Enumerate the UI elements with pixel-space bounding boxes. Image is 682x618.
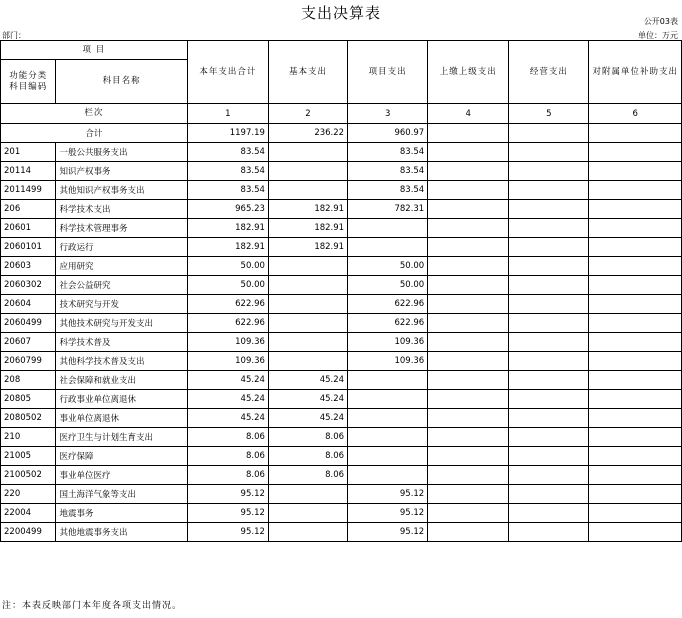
row-value [509,143,589,162]
total-label: 合计 [1,124,188,143]
row-value: 95.12 [348,504,428,523]
department-label: 部门： [2,31,26,40]
row-code: 2060499 [1,314,56,333]
row-name: 行政运行 [56,238,187,257]
row-value: 8.06 [187,428,268,447]
row-value [509,238,589,257]
row-value: 109.36 [187,333,268,352]
row-value: 182.91 [187,238,268,257]
row-value: 182.91 [268,200,347,219]
row-code: 20601 [1,219,56,238]
row-code: 20604 [1,295,56,314]
row-name: 技术研究与开发 [56,295,187,314]
col-header-remit: 上缴上级支出 [428,41,509,104]
row-code: 2100502 [1,466,56,485]
row-value [268,485,347,504]
row-value: 95.12 [348,485,428,504]
row-value: 95.12 [187,504,268,523]
row-value: 182.91 [187,219,268,238]
row-value [428,352,509,371]
row-value: 8.06 [268,447,347,466]
table-row [1,200,682,219]
row-value: 109.36 [348,352,428,371]
row-code: 2060302 [1,276,56,295]
row-value: 83.54 [187,143,268,162]
row-value [428,162,509,181]
table-row [1,333,682,352]
row-value: 45.24 [268,371,347,390]
row-value: 8.06 [187,466,268,485]
row-value [268,295,347,314]
row-value: 95.12 [187,523,268,542]
row-value [268,504,347,523]
page-title: 支出决算表 [300,4,381,22]
row-value [268,523,347,542]
row-value [589,447,682,466]
col-number: 1 [187,104,268,124]
row-value [428,466,509,485]
total-value [428,124,509,143]
total-value: 960.97 [348,124,428,143]
unit-label: 单位：万元 [638,31,678,40]
row-value [509,333,589,352]
row-name: 医疗卫生与计划生育支出 [56,428,187,447]
col-number: 3 [348,104,428,124]
row-value [268,314,347,333]
table-row [1,504,682,523]
row-value [589,523,682,542]
col-header-operating: 经营支出 [509,41,589,104]
row-value: 95.12 [187,485,268,504]
total-row [1,124,682,143]
row-value [428,295,509,314]
row-code: 206 [1,200,56,219]
row-value [589,276,682,295]
row-value: 45.24 [268,409,347,428]
row-value [589,219,682,238]
row-value [348,447,428,466]
row-value [268,143,347,162]
row-value [509,428,589,447]
row-value: 782.31 [348,200,428,219]
row-value [268,181,347,200]
row-value [348,428,428,447]
row-value [589,333,682,352]
row-value: 8.06 [268,428,347,447]
table-row [1,276,682,295]
row-code: 210 [1,428,56,447]
row-value [589,181,682,200]
row-code: 2011499 [1,181,56,200]
table-row [1,314,682,333]
row-value [428,219,509,238]
row-code: 208 [1,371,56,390]
row-value: 45.24 [268,390,347,409]
row-value [268,162,347,181]
row-value [509,352,589,371]
row-value [428,200,509,219]
row-code: 21005 [1,447,56,466]
table-row [1,238,682,257]
row-name: 知识产权事务 [56,162,187,181]
row-value [428,257,509,276]
col-number: 5 [509,104,589,124]
row-name: 行政事业单位离退休 [56,390,187,409]
row-value [348,409,428,428]
row-value [589,314,682,333]
row-value: 83.54 [348,162,428,181]
row-value: 95.12 [348,523,428,542]
table-row [1,181,682,200]
table-row [1,257,682,276]
row-value: 622.96 [187,295,268,314]
row-value [589,390,682,409]
row-code: 20114 [1,162,56,181]
table-row [1,485,682,504]
row-value: 622.96 [348,295,428,314]
row-value [348,371,428,390]
row-name: 其他技术研究与开发支出 [56,314,187,333]
col-number: 2 [268,104,347,124]
row-code: 20607 [1,333,56,352]
row-value: 50.00 [187,276,268,295]
row-value [268,352,347,371]
row-value [348,238,428,257]
row-name: 医疗保障 [56,447,187,466]
row-value [428,181,509,200]
row-name: 其他科学技术普及支出 [56,352,187,371]
row-name: 地震事务 [56,504,187,523]
total-value: 1197.19 [187,124,268,143]
row-name: 社会保障和就业支出 [56,371,187,390]
row-value [268,276,347,295]
row-value: 83.54 [348,181,428,200]
row-value [509,390,589,409]
row-value: 8.06 [187,447,268,466]
table-row [1,352,682,371]
row-value [589,466,682,485]
row-value [509,466,589,485]
row-value [348,219,428,238]
row-name: 科学技术普及 [56,333,187,352]
row-value: 965.23 [187,200,268,219]
col-header-basic: 基本支出 [268,41,347,104]
row-value [268,333,347,352]
row-code: 20603 [1,257,56,276]
func-code-header: 功能分类 科目编码 [1,60,56,104]
row-value: 83.54 [348,143,428,162]
row-value [509,523,589,542]
table-row [1,162,682,181]
row-value: 45.24 [187,390,268,409]
row-value [509,200,589,219]
row-value [589,257,682,276]
subject-name-header: 科目名称 [56,60,187,104]
row-name: 其他地震事务支出 [56,523,187,542]
col-index-label: 栏次 [1,104,188,124]
row-name: 事业单位医疗 [56,466,187,485]
row-value [509,276,589,295]
row-value: 8.06 [268,466,347,485]
row-value [509,485,589,504]
row-value: 45.24 [187,409,268,428]
row-code: 2060101 [1,238,56,257]
row-value: 622.96 [187,314,268,333]
row-code: 2080502 [1,409,56,428]
row-value [589,162,682,181]
row-value [428,409,509,428]
row-value [509,257,589,276]
row-value [428,371,509,390]
row-value: 45.24 [187,371,268,390]
row-code: 2060799 [1,352,56,371]
row-value [428,447,509,466]
row-value [428,428,509,447]
col-number: 4 [428,104,509,124]
table-row [1,371,682,390]
table-row [1,219,682,238]
row-value [589,352,682,371]
row-value [268,257,347,276]
col-header-total: 本年支出合计 [187,41,268,104]
form-code: 公开03表 [643,17,678,26]
row-value [509,162,589,181]
row-value [509,371,589,390]
row-value: 50.00 [348,276,428,295]
row-value [428,504,509,523]
row-value [589,143,682,162]
row-value: 83.54 [187,162,268,181]
row-name: 社会公益研究 [56,276,187,295]
row-value [509,447,589,466]
row-value [509,409,589,428]
table-row [1,523,682,542]
row-value [348,390,428,409]
row-code: 20805 [1,390,56,409]
row-value [428,523,509,542]
row-value [589,504,682,523]
row-value [509,219,589,238]
row-value: 182.91 [268,238,347,257]
table-row [1,428,682,447]
col-header-project: 项目支出 [348,41,428,104]
table-row [1,390,682,409]
item-group-header: 项 目 [1,41,188,60]
row-value [348,466,428,485]
row-value: 109.36 [187,352,268,371]
row-value [509,295,589,314]
row-value [428,238,509,257]
row-name: 其他知识产权事务支出 [56,181,187,200]
row-value [589,485,682,504]
row-name: 科学技术支出 [56,200,187,219]
row-value [428,333,509,352]
row-value [589,295,682,314]
row-name: 应用研究 [56,257,187,276]
footnote: 注：本表反映部门本年度各项支出情况。 [2,601,183,611]
row-value [509,181,589,200]
row-value [589,238,682,257]
row-value: 622.96 [348,314,428,333]
row-value [428,390,509,409]
row-code: 2200499 [1,523,56,542]
table-row [1,447,682,466]
total-value [589,124,682,143]
row-value: 109.36 [348,333,428,352]
row-name: 一般公共服务支出 [56,143,187,162]
total-value [509,124,589,143]
row-value [589,409,682,428]
table-row [1,466,682,485]
row-code: 201 [1,143,56,162]
row-value [428,143,509,162]
table-row [1,143,682,162]
row-value: 83.54 [187,181,268,200]
row-code: 220 [1,485,56,504]
col-number: 6 [589,104,682,124]
row-value [428,485,509,504]
row-value [589,200,682,219]
row-code: 22004 [1,504,56,523]
row-value [509,504,589,523]
row-value [589,371,682,390]
total-value: 236.22 [268,124,347,143]
row-value [509,314,589,333]
table-row [1,409,682,428]
row-value: 50.00 [348,257,428,276]
row-name: 国土海洋气象等支出 [56,485,187,504]
row-value [428,276,509,295]
row-value [589,428,682,447]
row-value: 50.00 [187,257,268,276]
row-value [428,314,509,333]
row-name: 事业单位离退休 [56,409,187,428]
row-name: 科学技术管理事务 [56,219,187,238]
expenditure-table [0,40,682,542]
col-header-subsidy: 对附属单位补助支出 [589,41,682,104]
row-value: 182.91 [268,219,347,238]
table-row [1,295,682,314]
